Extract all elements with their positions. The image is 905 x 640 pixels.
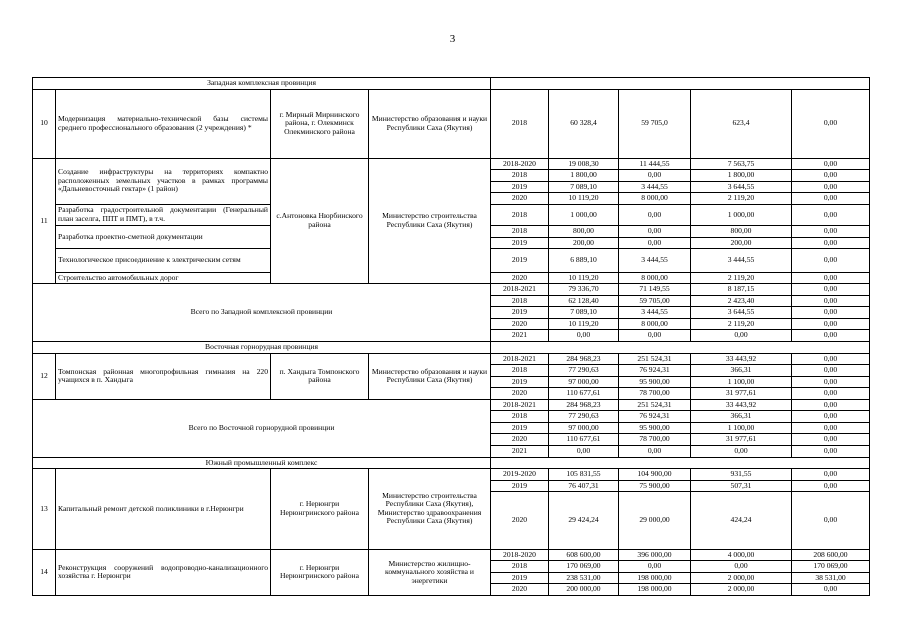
other-sources-cell: 208 600,00 xyxy=(792,549,870,561)
table-row xyxy=(33,549,870,561)
federal-budget-cell: 3 444,55 xyxy=(619,307,691,319)
other-sources-cell: 0,00 xyxy=(792,353,870,365)
republic-budget-cell: 2 119,20 xyxy=(691,272,792,284)
republic-budget-cell: 31 977,61 xyxy=(691,388,792,400)
year-cell: 2020 xyxy=(491,492,549,549)
other-sources-cell: 0,00 xyxy=(792,181,870,193)
other-sources-cell: 0,00 xyxy=(792,193,870,205)
republic-budget-cell: 1 100,00 xyxy=(691,422,792,434)
federal-budget-cell: 76 924,31 xyxy=(619,411,691,423)
federal-budget-cell: 11 444,55 xyxy=(619,158,691,170)
federal-budget-cell: 0,00 xyxy=(619,204,691,225)
year-cell: 2018 xyxy=(491,170,549,182)
other-sources-cell: 0,00 xyxy=(792,226,870,238)
republic-budget-cell: 623,4 xyxy=(691,89,792,158)
other-sources-cell: 0,00 xyxy=(792,89,870,158)
total-cell: 60 328,4 xyxy=(549,89,619,158)
project-location: п. Хандыга Томпонского района xyxy=(271,353,369,399)
total-cell: 7 089,10 xyxy=(549,181,619,193)
republic-budget-cell: 2 119,20 xyxy=(691,193,792,205)
republic-budget-cell: 3 644,55 xyxy=(691,181,792,193)
other-sources-cell: 0,00 xyxy=(792,422,870,434)
year-cell: 2018-2021 xyxy=(491,284,549,296)
other-sources-cell: 0,00 xyxy=(792,237,870,249)
year-cell: 2018-2020 xyxy=(491,549,549,561)
republic-budget-cell: 3 644,55 xyxy=(691,307,792,319)
republic-budget-cell: 2 423,40 xyxy=(691,295,792,307)
section-title: Восточная горнорудная провинция xyxy=(33,341,491,353)
federal-budget-cell: 3 444,55 xyxy=(619,181,691,193)
section-blank-cell xyxy=(491,457,870,469)
federal-budget-cell: 8 000,00 xyxy=(619,193,691,205)
other-sources-cell: 0,00 xyxy=(792,584,870,596)
total-cell: 62 128,40 xyxy=(549,295,619,307)
total-cell: 200,00 xyxy=(549,237,619,249)
other-sources-cell: 0,00 xyxy=(792,284,870,296)
federal-budget-cell: 396 000,00 xyxy=(619,549,691,561)
row-number: 14 xyxy=(33,549,56,595)
federal-budget-cell: 78 700,00 xyxy=(619,388,691,400)
total-cell: 800,00 xyxy=(549,226,619,238)
total-cell: 10 119,20 xyxy=(549,318,619,330)
total-cell: 77 290,63 xyxy=(549,411,619,423)
year-cell: 2019 xyxy=(491,249,549,272)
other-sources-cell: 0,00 xyxy=(792,434,870,446)
federal-budget-cell: 71 149,55 xyxy=(619,284,691,296)
other-sources-cell: 0,00 xyxy=(792,399,870,411)
year-cell: 2020 xyxy=(491,272,549,284)
total-cell: 284 968,23 xyxy=(549,399,619,411)
year-cell: 2019 xyxy=(491,480,549,492)
year-cell: 2018-2020 xyxy=(491,158,549,170)
republic-budget-cell: 31 977,61 xyxy=(691,434,792,446)
other-sources-cell: 0,00 xyxy=(792,446,870,458)
other-sources-cell: 0,00 xyxy=(792,330,870,342)
total-cell: 29 424,24 xyxy=(549,492,619,549)
year-cell: 2019 xyxy=(491,572,549,584)
project-name: Модернизация материально-технической базы системы среднего профессионального образования (2 учреждения) * xyxy=(56,89,271,158)
responsible-ministry: Министерство образования и науки Республики Саха (Якутия) xyxy=(369,353,491,399)
total-cell: 608 600,00 xyxy=(549,549,619,561)
section-row xyxy=(33,78,870,90)
sub-activity-name: Создание инфраструктуры на территориях компактно расположенных земельных участков в рамках программы «Дальневосточный гектар» (1 район) xyxy=(56,158,271,204)
total-cell: 0,00 xyxy=(549,446,619,458)
sub-activity-name: Разработка градостроительной документации (Генеральный план заселга, ППТ и ПМТ), в т.ч. xyxy=(56,204,271,225)
sub-activity-name: Разработка проектно-сметной документации xyxy=(56,226,271,249)
total-cell: 76 407,31 xyxy=(549,480,619,492)
republic-budget-cell: 8 187,15 xyxy=(691,284,792,296)
total-cell: 97 000,00 xyxy=(549,422,619,434)
total-cell: 6 889,10 xyxy=(549,249,619,272)
federal-budget-cell: 104 900,00 xyxy=(619,469,691,481)
federal-budget-cell: 29 000,00 xyxy=(619,492,691,549)
year-cell: 2018 xyxy=(491,295,549,307)
federal-budget-cell: 95 900,00 xyxy=(619,376,691,388)
total-cell: 10 119,20 xyxy=(549,272,619,284)
total-row xyxy=(33,284,870,296)
year-cell: 2018 xyxy=(491,411,549,423)
year-cell: 2019 xyxy=(491,181,549,193)
republic-budget-cell: 931,55 xyxy=(691,469,792,481)
other-sources-cell: 0,00 xyxy=(792,158,870,170)
year-cell: 2020 xyxy=(491,388,549,400)
year-cell: 2019-2020 xyxy=(491,469,549,481)
province-total-label: Всего по Западной комплексной провинции xyxy=(33,284,491,342)
republic-budget-cell: 0,00 xyxy=(691,446,792,458)
federal-budget-cell: 76 924,31 xyxy=(619,365,691,377)
federal-budget-cell: 0,00 xyxy=(619,170,691,182)
other-sources-cell: 0,00 xyxy=(792,480,870,492)
year-cell: 2018-2021 xyxy=(491,353,549,365)
province-total-label: Всего по Восточной горнорудной провинции xyxy=(33,399,491,457)
responsible-ministry: Министерство образования и науки Республики Саха (Якутия) xyxy=(369,89,491,158)
federal-budget-cell: 0,00 xyxy=(619,226,691,238)
federal-budget-cell: 0,00 xyxy=(619,237,691,249)
federal-budget-cell: 8 000,00 xyxy=(619,272,691,284)
republic-budget-cell: 2 119,20 xyxy=(691,318,792,330)
year-cell: 2019 xyxy=(491,307,549,319)
section-row xyxy=(33,341,870,353)
republic-budget-cell: 0,00 xyxy=(691,561,792,573)
republic-budget-cell: 4 000,00 xyxy=(691,549,792,561)
responsible-ministry: Министерство строительства Республики Саха (Якутия) xyxy=(369,158,491,284)
project-name: Капитальный ремонт детской поликлиники в г.Нерюнгри xyxy=(56,469,271,549)
republic-budget-cell: 200,00 xyxy=(691,237,792,249)
section-blank-cell xyxy=(491,78,870,90)
project-location: с.Антоновка Нюрбинского района xyxy=(271,158,369,284)
republic-budget-cell: 33 443,92 xyxy=(691,353,792,365)
sub-activity-name: Строительство автомобильных дорог xyxy=(56,272,271,284)
other-sources-cell: 0,00 xyxy=(792,376,870,388)
total-cell: 110 677,61 xyxy=(549,434,619,446)
table-row xyxy=(33,353,870,365)
other-sources-cell: 0,00 xyxy=(792,469,870,481)
total-cell: 10 119,20 xyxy=(549,193,619,205)
federal-budget-cell: 0,00 xyxy=(619,330,691,342)
year-cell: 2018-2021 xyxy=(491,399,549,411)
federal-budget-cell: 95 900,00 xyxy=(619,422,691,434)
federal-budget-cell: 59 705,00 xyxy=(619,295,691,307)
federal-budget-cell: 59 705,0 xyxy=(619,89,691,158)
other-sources-cell: 0,00 xyxy=(792,365,870,377)
other-sources-cell: 0,00 xyxy=(792,411,870,423)
republic-budget-cell: 1 800,00 xyxy=(691,170,792,182)
other-sources-cell: 0,00 xyxy=(792,318,870,330)
year-cell: 2020 xyxy=(491,584,549,596)
total-cell: 238 531,00 xyxy=(549,572,619,584)
table-row xyxy=(33,89,870,158)
project-location: г. Мирный Мирнинского района, г. Олекминск Олекминского района xyxy=(271,89,369,158)
total-cell: 77 290,63 xyxy=(549,365,619,377)
republic-budget-cell: 366,31 xyxy=(691,365,792,377)
page-number: 3 xyxy=(449,33,456,45)
republic-budget-cell: 366,31 xyxy=(691,411,792,423)
year-cell: 2020 xyxy=(491,318,549,330)
section-title: Западная комплексная провинция xyxy=(33,78,491,90)
other-sources-cell: 0,00 xyxy=(792,249,870,272)
federal-budget-cell: 78 700,00 xyxy=(619,434,691,446)
other-sources-cell: 0,00 xyxy=(792,204,870,225)
project-location: г. Нерюнгри Нерюнгринского района xyxy=(271,469,369,549)
other-sources-cell: 38 531,00 xyxy=(792,572,870,584)
project-location: г. Нерюнгри Нерюнгринского района xyxy=(271,549,369,595)
total-cell: 284 968,23 xyxy=(549,353,619,365)
federal-budget-cell: 251 524,31 xyxy=(619,353,691,365)
section-title: Южный промышленный комплекс xyxy=(33,457,491,469)
total-row xyxy=(33,399,870,411)
total-cell: 0,00 xyxy=(549,330,619,342)
other-sources-cell: 0,00 xyxy=(792,307,870,319)
republic-budget-cell: 0,00 xyxy=(691,330,792,342)
republic-budget-cell: 2 000,00 xyxy=(691,584,792,596)
other-sources-cell: 0,00 xyxy=(792,295,870,307)
federal-budget-cell: 75 900,00 xyxy=(619,480,691,492)
total-cell: 110 677,61 xyxy=(549,388,619,400)
republic-budget-cell: 1 000,00 xyxy=(691,204,792,225)
republic-budget-cell: 507,31 xyxy=(691,480,792,492)
total-cell: 1 800,00 xyxy=(549,170,619,182)
section-blank-cell xyxy=(491,341,870,353)
sub-activity-name: Технологическое присоединение к электрическим сетям xyxy=(56,249,271,272)
row-number: 12 xyxy=(33,353,56,399)
responsible-ministry: Министерство жилищно-коммунального хозяйства и энергетики xyxy=(369,549,491,595)
row-number: 11 xyxy=(33,158,56,284)
other-sources-cell: 0,00 xyxy=(792,492,870,549)
year-cell: 2018 xyxy=(491,365,549,377)
total-cell: 170 069,00 xyxy=(549,561,619,573)
republic-budget-cell: 33 443,92 xyxy=(691,399,792,411)
federal-budget-cell: 198 000,00 xyxy=(619,572,691,584)
republic-budget-cell: 800,00 xyxy=(691,226,792,238)
republic-budget-cell: 424,24 xyxy=(691,492,792,549)
row-number: 13 xyxy=(33,469,56,549)
project-name: Реконструкция сооружений водопроводно-канализационного хозяйства г. Нерюнгри xyxy=(56,549,271,595)
other-sources-cell: 0,00 xyxy=(792,388,870,400)
year-cell: 2018 xyxy=(491,204,549,225)
republic-budget-cell: 3 444,55 xyxy=(691,249,792,272)
table-row xyxy=(33,158,870,170)
total-cell: 200 000,00 xyxy=(549,584,619,596)
total-cell: 7 089,10 xyxy=(549,307,619,319)
year-cell: 2018 xyxy=(491,561,549,573)
other-sources-cell: 0,00 xyxy=(792,170,870,182)
investment-projects-table xyxy=(32,77,870,596)
year-cell: 2021 xyxy=(491,330,549,342)
year-cell: 2018 xyxy=(491,89,549,158)
federal-budget-cell: 8 000,00 xyxy=(619,318,691,330)
federal-budget-cell: 251 524,31 xyxy=(619,399,691,411)
year-cell: 2019 xyxy=(491,376,549,388)
year-cell: 2021 xyxy=(491,446,549,458)
section-row xyxy=(33,457,870,469)
federal-budget-cell: 3 444,55 xyxy=(619,249,691,272)
other-sources-cell: 0,00 xyxy=(792,272,870,284)
total-cell: 97 000,00 xyxy=(549,376,619,388)
other-sources-cell: 170 069,00 xyxy=(792,561,870,573)
year-cell: 2020 xyxy=(491,434,549,446)
year-cell: 2020 xyxy=(491,193,549,205)
table-row xyxy=(33,469,870,481)
republic-budget-cell: 2 000,00 xyxy=(691,572,792,584)
project-name: Томпонская районная многопрофильная гимназия на 220 учащихся в п. Хандыга xyxy=(56,353,271,399)
federal-budget-cell: 0,00 xyxy=(619,561,691,573)
federal-budget-cell: 0,00 xyxy=(619,446,691,458)
republic-budget-cell: 1 100,00 xyxy=(691,376,792,388)
total-cell: 1 000,00 xyxy=(549,204,619,225)
year-cell: 2019 xyxy=(491,237,549,249)
responsible-ministry: Министерство строительства Республики Саха (Якутия), Министерство здравоохранения Республики Саха (Якутия) xyxy=(369,469,491,549)
row-number: 10 xyxy=(33,89,56,158)
republic-budget-cell: 7 563,75 xyxy=(691,158,792,170)
total-cell: 79 336,70 xyxy=(549,284,619,296)
year-cell: 2018 xyxy=(491,226,549,238)
total-cell: 105 831,55 xyxy=(549,469,619,481)
total-cell: 19 008,30 xyxy=(549,158,619,170)
year-cell: 2019 xyxy=(491,422,549,434)
federal-budget-cell: 198 000,00 xyxy=(619,584,691,596)
